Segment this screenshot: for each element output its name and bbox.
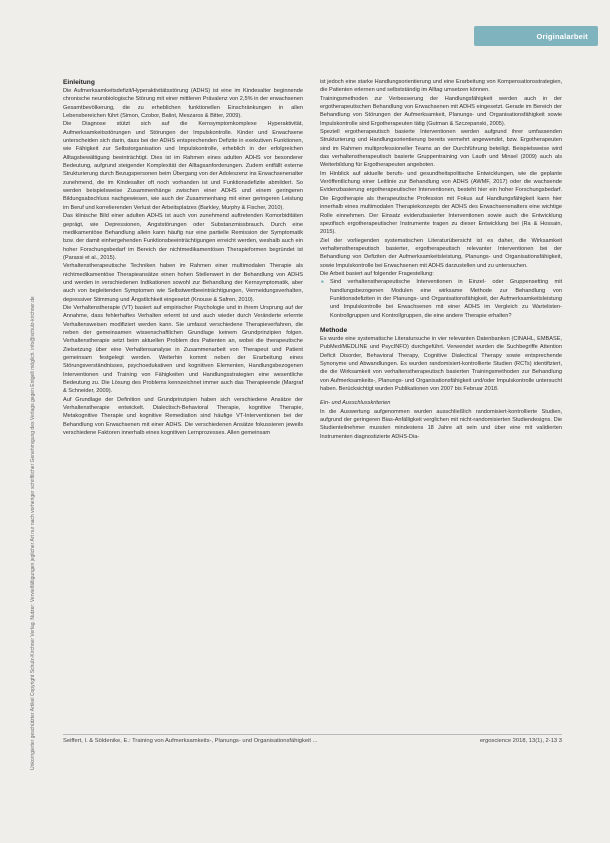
intro-paragraph-1: Die Aufmerksamkeitsdefizit/Hyperaktivitätsstörung (ADHS) ist eine im Kindesalter beginnende chronische neurobiologische Störung mit einer mittleren Prävalenz von 2,5% in der erwachsenen Gesamtbevölkerung, die zu erheblichen funktionellen Einschränkungen in allen Lebensbereichen führt (Simon, Czobor, Balint, Meszaros & Bitter, 2009). xyxy=(63,88,303,120)
intro-paragraph-5: Die Verhaltenstherapie (VT) basiert auf empirischer Psychologie und in ihrem Ursprung auf der Annahme, dass fehlerhaftes Verhalten erlernt ist und auch wieder durch Veränderte erlernte Verhaltensweisen modifiziert werden kann. Sie umfasst verschiedene Therapieverfahren, die neben der gemeinsamen wissenschaftlichen Grundlage keinem Grundprinzipien folgen. Verhaltenstherapie setzt beim aktuellen Problem des Patienten an, wobei die therapeutische Zielsetzung über eine Verhaltensanalyse in Zusammenarbeit von Therapeut und Patient gemeinsam festgelegt werden. Weiterhin kommt neben der Erarbeitung eines Störungsverständnisses, psychoedukativen und kognitiven Elementen, Handlungsbezogenen Interventionen und Training von Fähigkeiten und Handlungsstrategien eine wesentliche Bedeutung zu. Die Lösung des Problems kennzeichnet immer auch das Therapieende (Margraf & Schneider, 2009). xyxy=(63,304,303,395)
footer-journal-info: ergoscience 2018, 13(1), 2-13 3 xyxy=(479,738,562,744)
criteria-heading: Ein- und Ausschlusskriterien xyxy=(320,400,391,407)
criteria-paragraph: In die Auswertung aufgenommen wurden ausschließlich randomisiert-kontrollierte Studien, aufgrund der geringeren Bias-Anfälligkeit verglichen mit nicht-randomisierten Studiendesigns. Die Studienteilnehmer mussten mindestens 18 Jahre alt sein und über eine mit validierten Instrumenten diagnostizierte ADHS-Dia- xyxy=(320,408,562,440)
intro-paragraph-4: Verhaltenstherapeutische Techniken haben im Rahmen einer multimodalen Therapie als nichtmedikamentöse Therapieansätze einen hohen Stellenwert in der Behandlung von ADHS und werden in verschiedenen Indikationen sowohl zur Behandlung der Kernsymptomatik, aber auch von begleitenden Symptomen wie Selbstwertbeeinträchtigungen, Vermeidungsverhalten, depressiver Stimmung und Ängstlichkeit eingesetzt (Knouse & Safren, 2010). xyxy=(63,263,303,303)
left-column xyxy=(63,78,303,437)
intro-paragraph-2: Die Diagnose stützt sich auf die Kernsymptomkomplexe Hyperaktivität, Aufmerksamkeitsstörungen und Störungen der Impulskontrolle. Kinder und Erwachsene unterscheiden sich darin, dass bei der ADHS entsprechenden Defizite in exekutiven Funktionen, wie Fähigkeit zur Selbstorganisation und Impulskontrolle, erheblich in der erfolgreichen Alltagsbewältigung beeinträchtigt. Dies ist im Rahmen eines adulten ADHS vor besonderer Bedeutung, aufgrund steigender Komplexität der Alltagsanforderungen. Zudem entfällt externe Strukturierung durch Bezugspersonen beim Übergang von der Adoleszenz ins Erwachsenenalter zunehmend, die im Kindesalter oft noch vorhanden ist und Funktionsdefizite abmildert. So werden beispielsweise Zusammenhänge zwischen einer ADHS und einem geringeren Bildungsabschluss nachgewiesen, wie auch der Zusammenhang mit einer geringeren Leistung im Beruf und korrelierenden Verlust der Arbeitsplatzes (Barkley, Murphy & Fischer, 2010). xyxy=(63,121,303,211)
intro-paragraph-3: Das klinische Bild einer adulten ADHS ist auch von zunehmend auftretenden Komorbiditäten geprägt, wie Depressionen, Angststörungen oder Substanzmissbrauch. Durch eine medikamentöse Behandlung allein kann häufig nur eine partielle Remission der Symptomatik bzw. der damit einhergehenden Funktionsbeeinträchtigungen erreicht werden, weshalb auch ein hoher Forschungsbedarf im Bereich der nichtmedikamentösen Therapieformen begründet ist (Parassi et al., 2015). xyxy=(63,213,303,261)
research-question-intro: Die Arbeit basiert auf folgender Fragestellung: xyxy=(320,270,434,277)
right-column xyxy=(320,78,562,441)
footer-citation: Seiffert, I. & Söldenike, E.: Training von Aufmerksamkeits-, Planungs- und Organisationsfähigkeit ... xyxy=(63,738,318,744)
section-badge xyxy=(474,26,598,46)
research-question-list xyxy=(320,278,562,320)
methods-heading: Methode xyxy=(320,326,348,334)
right-paragraph-4: Im Hinblick auf aktuelle berufs- und gesundheitspolitische Entwicklungen, wie die geplante Veröffentlichung einer Leitlinie zur Behandlung von ADHS (AWMF, 2017) oder die wachsende Evidenzbasierung ergotherapeutischer Interventionen, besteht hier ein hoher Forschungsbedarf. Die Ergotherapie als therapeutische Profession mit Fokus auf Handlungsfähigkeit kann hier innerhalb eines multimodalen Therapiekonzepts der ADHS des Erwachsenenalters eine wichtige Rolle einnehmen. Der Einsatz evidenzbasierter Interventionen sowie auch die Entwicklung spezifisch ergotherapeutischer Instrumente tragen zu dieser Entwicklung bei (Ra & Hossain, 2015). xyxy=(320,170,562,236)
right-paragraph-1: ist jedoch eine starke Handlungsorientierung und eine Erarbeitung von Kompensationsstrategien, die Patienten erlernen und selbstständig im Alltag umsetzen können. xyxy=(320,79,562,94)
right-paragraph-5: Ziel der vorliegenden systematischen Literaturübersicht ist es daher, die Wirksamkeit verhaltenstherapeutisch basierter, ergotherapeutisch relevanter Interventionen bei der Behandlung von Defiziten der Aufmerksamkeitsleistung, Planungs- und Organisationsfähigkeit, sowie Impulskontrolle bei Erwachsenen mit ADHS darzustellen und zu untersuchen. xyxy=(320,237,562,269)
methods-paragraph: Es wurde eine systematische Literatursuche in vier relevanten Datenbanken (CINAHL, EMBASE, PubMed/MEDLINE und PsycINFO) durchgeführt. Verwendet wurden die Suchbegriffe Attention Deficit Disorder, Behavioral Therapy, Cognitive Dialectical Therapy sowie entsprechende Synonyme und Abwandlungen. Es wurden randomisiert-kontrollierte Studien (RCTs) identifiziert, die die Wirksamkeit von verhaltenstherapeutisch basierten Trainingsmethoden zur Behandlung von Aufmerksamkeits-, Planungs- und Organisationsfähigkeit und/oder Impulskontrolle untersucht haben. Berücksichtigt wurden Publikationen von 2007 bis Februar 2018. xyxy=(320,335,562,393)
right-paragraph-3: Speziell ergotherapeutisch basierte Interventionen werden aufgrund ihrer umfassenden Strukturierung und Handlungsorientierung bereits vermehrt angewendet, bzw. Ergotherapeuten sind im Rahmen multiprofessioneller Teams an der Durchführung beteiligt. Beispielsweise wird das verhaltenstherapeutisch basierte Gruppentraining von Lauth und Minsel (2009) auch als Weiterbildung für Ergotherapeuten angeboten. xyxy=(320,129,562,169)
copyright-side-note: Unkorrigierter geschützter Artikel Copyright Schulz-Kirchner Verlag. Nutzer: Vervielfältigungen jeglicher Art nur nach vorheriger schriftlicher Genehmigung des Verlags gegen Entgelt möglich. info@schulz-kirchner.de xyxy=(30,296,36,770)
section-badge-label: Originalarbeit xyxy=(536,31,588,41)
research-question-item: ■ Sind verhaltenstherapeutische Interventionen in Einzel- oder Gruppensetting mit handlungsbezogenen Modulen eine wirksame Methode zur Behandlung von Funktionsdefiziten in der Planungs- und Organisationsfähigkeit, der Aufmerksamkeitsleistung und Impulskontrolle bei Erwachsenen mit einer ADHS im Vergleich zu Wartelisten-Kontrollgruppen und Kontrollgruppen, die eine andere Therapie erhalten? xyxy=(330,278,562,320)
intro-paragraph-6: Auf Grundlage der Definition und Grundprinzipien haben sich verschiedene Ansätze der Verhaltenstherapie entwickelt. Dialectisch-Behavioral Therapie, kognitive Therapie, Metakognitive Therapie und kognitive Remediation sind häufige VT-Interventionen bei der Behandlung von Erwachsenen mit einer ADHS. Die verschiedenen Ansätze fokussieren jeweils verschiedene Faktoren innerhalb eines kognitiven Lernprozesses. Allen gemeinsam xyxy=(63,396,303,437)
intro-heading: Einleitung xyxy=(63,79,95,86)
footer-divider xyxy=(63,734,562,735)
right-paragraph-2: Trainingsmethoden zur Verbesserung der Handlungsfähigkeit werden auch in der ergotherapeutischen Behandlung von Erwachsenen mit ADHS eingesetzt. Gerade im Bereich der Behandlung von Störungen der Aufmerksamkeit, Planungs- und Organisationsfähigkeit sowie Impulskontrolle sind Ergotherapeuten tätig (Gutman & Szczepanski, 2005). xyxy=(320,95,562,127)
